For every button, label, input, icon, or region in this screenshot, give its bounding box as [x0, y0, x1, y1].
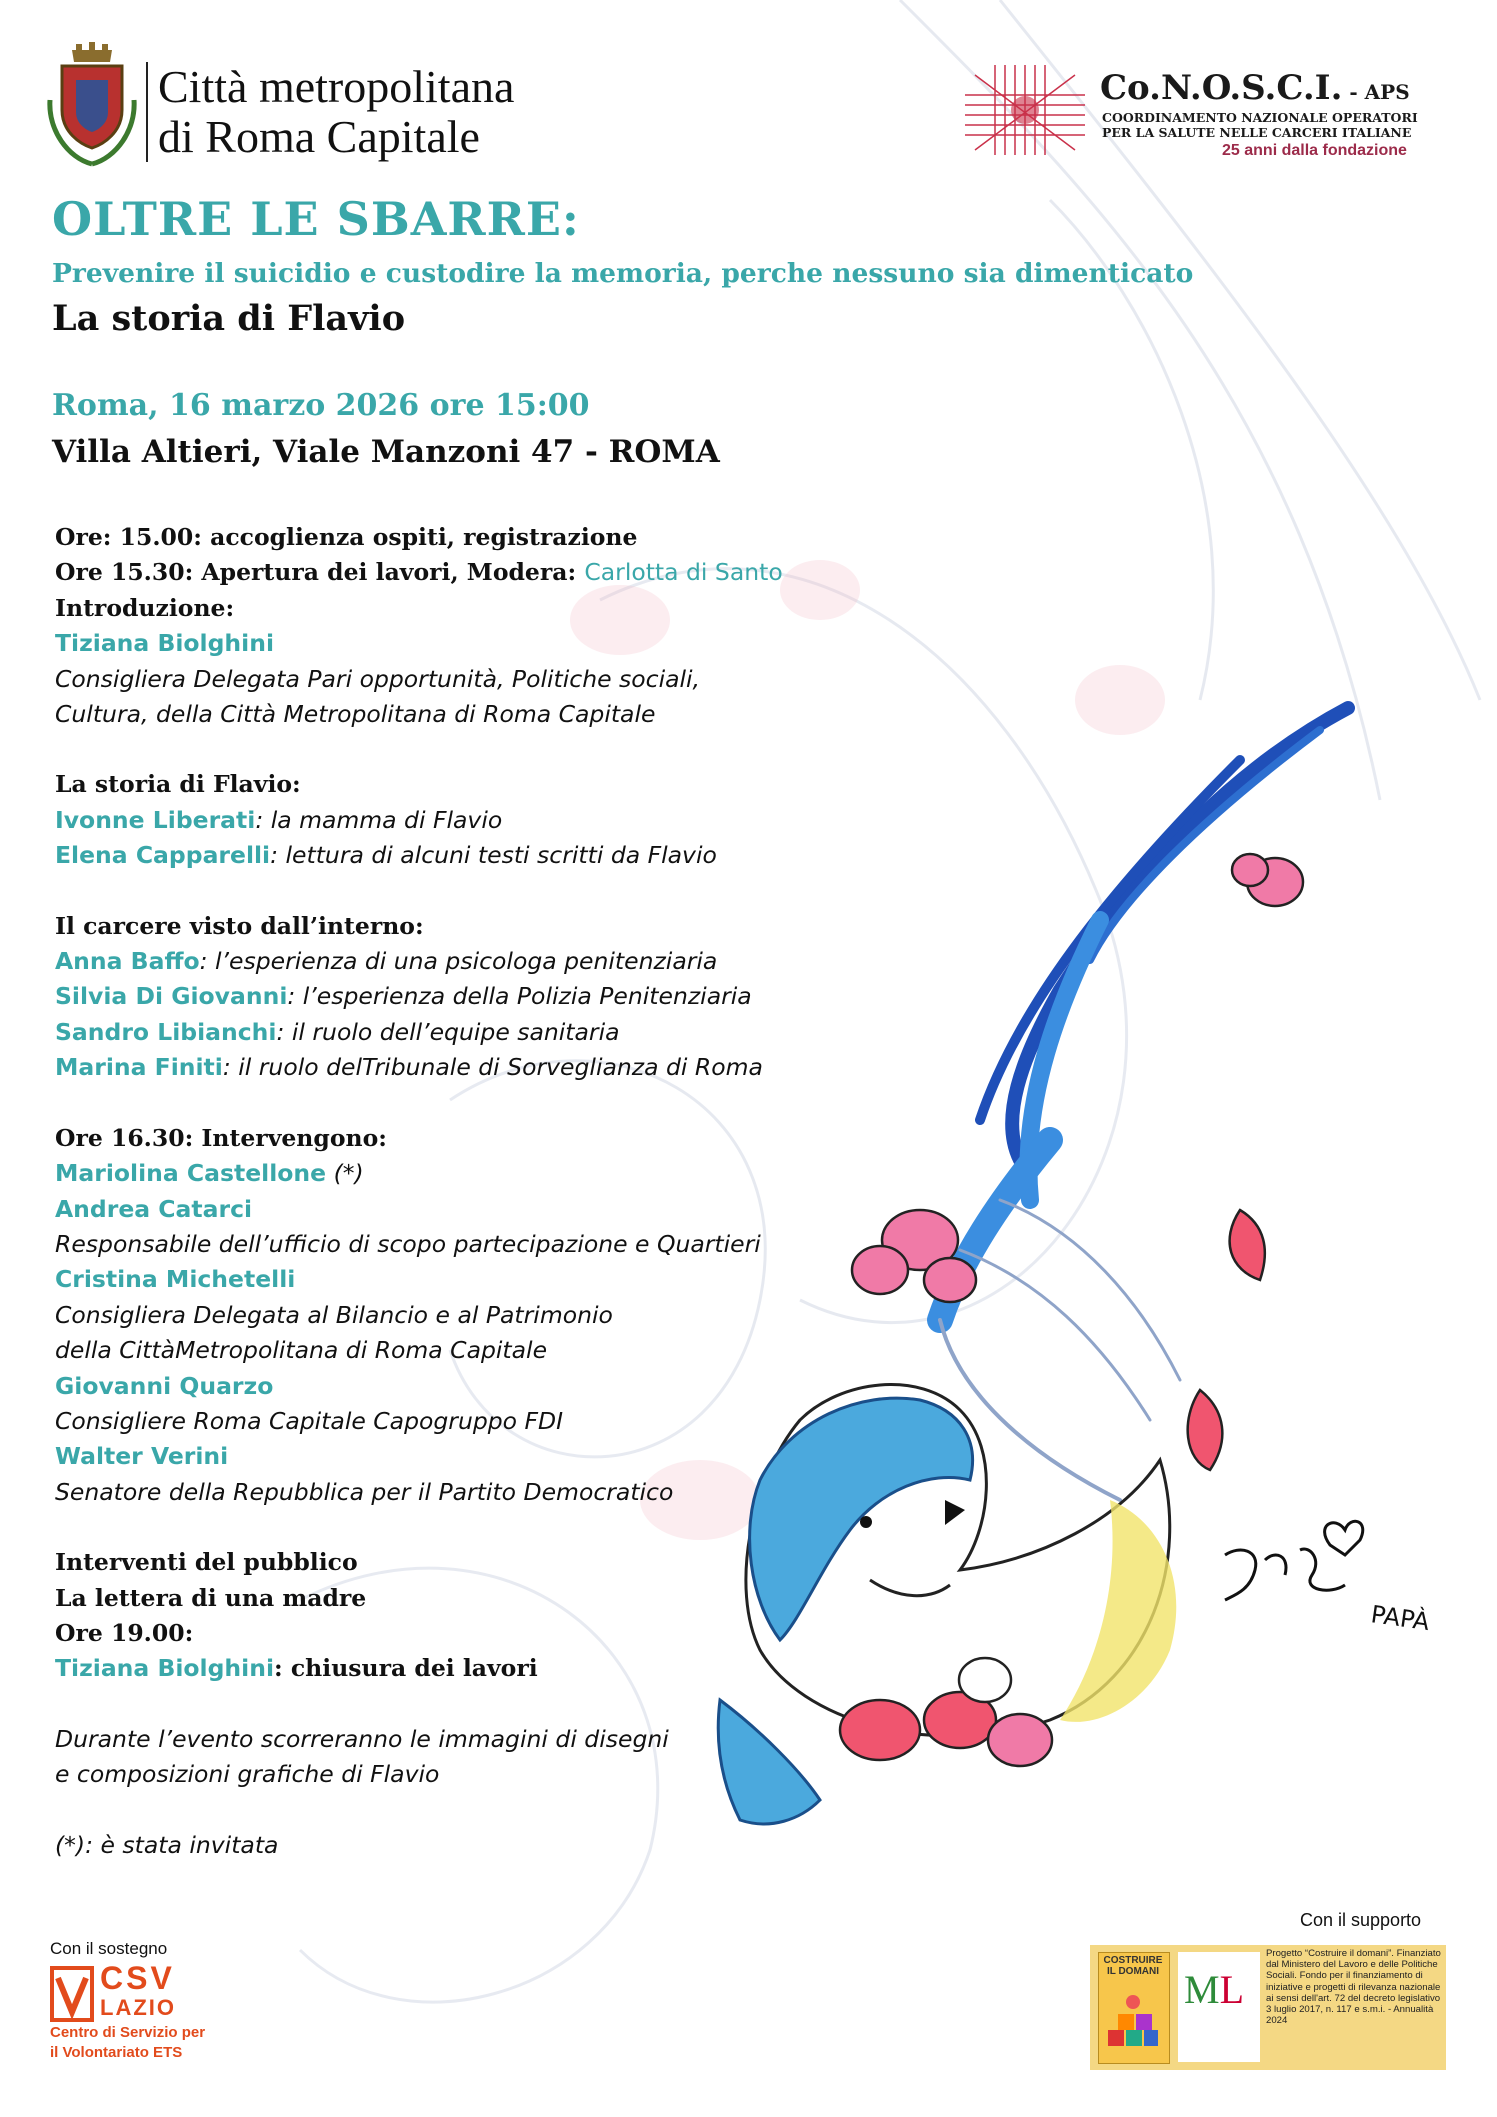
speaker-name: Giovanni Quarzo	[55, 1371, 274, 1400]
program-line	[55, 979, 955, 1014]
speaker-name: Anna Baffo	[55, 947, 200, 976]
program-line	[55, 944, 955, 979]
speaker-name: Cristina Michetelli	[55, 1265, 296, 1294]
program-line: Ore: 15.00: accoglienza ospiti, registrazione	[55, 523, 638, 551]
sostegno-label: Con il sostegno	[50, 1939, 168, 1958]
csv-subtitle-line1: Centro di Servizio per	[50, 2024, 206, 2041]
conosci-suffix: - APS	[1342, 80, 1410, 104]
speaker-role: : il ruolo dell’equipe sanitaria	[276, 1017, 620, 1046]
city-name-line2: di Roma Capitale	[158, 111, 480, 162]
program-line	[55, 838, 955, 873]
speaker-name: Sandro Libianchi	[55, 1017, 277, 1046]
program-time: Ore 15.30: Apertura dei lavori, Modera:	[55, 558, 585, 587]
city-name-line1: Città metropolitana	[158, 61, 515, 112]
speaker-name: Marina Finiti	[55, 1053, 223, 1082]
story-title: La storia di Flavio	[52, 298, 406, 339]
program-line	[55, 555, 955, 590]
conosci-sub-line2: PER LA SALUTE NELLE CARCERI ITALIANE	[1102, 125, 1412, 140]
roma-emblem-icon	[42, 40, 142, 168]
program-line	[55, 1015, 955, 1050]
speaker-name: Elena Capparelli	[55, 841, 271, 870]
conosci-anniversary: 25 anni dalla fondazione	[1222, 142, 1407, 159]
speaker-note: (*)	[326, 1159, 364, 1188]
speaker-role: Senatore della Repubblica per il Partito Democratico	[55, 1477, 674, 1506]
signature-text: PAPÀ	[1369, 1600, 1432, 1637]
subtitle: Prevenire il suicidio e custodire la memoria, perche nessuno sia dimenticato	[52, 258, 1194, 289]
section-heading: La storia di Flavio:	[55, 770, 301, 799]
event-note: Durante l’evento scorreranno le immagini di disegni	[55, 1724, 669, 1753]
program-time: Ore 19.00:	[55, 1618, 194, 1647]
speaker-role: Consigliere Roma Capitale Capogruppo FDI	[55, 1406, 564, 1435]
speaker-name: Andrea Catarci	[55, 1194, 253, 1223]
section-heading: Ore 16.30: Intervengono:	[55, 1123, 387, 1152]
conosci-subtitle	[1102, 110, 1418, 140]
speaker-role: : lettura di alcuni testi scritti da Flavio	[270, 841, 717, 870]
conosci-logo-icon	[955, 55, 1095, 160]
program-line	[55, 1156, 955, 1191]
swallow-drawing	[940, 708, 1348, 1500]
csv-subtitle-line2: il Volontariato ETS	[50, 2044, 183, 2061]
city-name	[158, 62, 514, 162]
conosci-title	[1100, 68, 1410, 108]
csv-region: LAZIO	[100, 1995, 176, 2020]
speaker-role: : l’esperienza di una psicologa penitenziaria	[199, 947, 718, 976]
section-heading: Il carcere visto dall’interno:	[55, 911, 424, 940]
costruire-figures-icon	[1104, 1990, 1162, 2056]
program-line	[55, 1050, 955, 1085]
program-line	[55, 1651, 955, 1686]
speaker-name: Ivonne Liberati	[55, 805, 256, 834]
event-venue: Villa Altieri, Viale Manzoni 47 - ROMA	[52, 434, 720, 470]
event-date: Roma, 16 marzo 2026 ore 15:00	[52, 388, 590, 423]
costruire-domani-label: COSTRUIRE IL DOMANI	[1103, 1955, 1163, 1977]
speaker-role: : la mamma di Flavio	[255, 805, 503, 834]
section-heading: La lettera di una madre	[55, 1583, 367, 1612]
speaker-role: : il ruolo delTribunale di Sorveglianza di Roma	[222, 1053, 763, 1082]
conosci-sub-line1: COORDINAMENTO NAZIONALE OPERATORI	[1102, 110, 1418, 125]
event-note: e composizioni grafiche di Flavio	[55, 1760, 440, 1789]
ministry-logo-mark: ML	[1184, 1967, 1245, 2012]
speaker-name: Mariolina Castellone	[55, 1159, 327, 1188]
speaker-role: della CittàMetropolitana di Roma Capitale	[55, 1336, 548, 1365]
speaker-role: Cultura, della Città Metropolitana di Roma Capitale	[55, 700, 656, 729]
support-description: Progetto “Costruire il domani”. Finanziato dal Ministero del Lavoro e delle Politiche Sociali. Fondo per il finanziamento di iniziative e progetti di rilevanza nazionale ai sensi dell'art. 72 del decreto legislativo 3 luglio 2017, n. 117 e s.m.i. - Annualità 2024	[1266, 1948, 1441, 2027]
speaker-name: Carlotta di Santo	[584, 558, 783, 587]
program	[55, 520, 955, 1863]
speaker-role: Consigliera Delegata Pari opportunità, Politiche sociali,	[55, 664, 701, 693]
speaker-name: Silvia Di Giovanni	[55, 982, 288, 1011]
program-line	[55, 803, 955, 838]
speaker-role: : l’esperienza della Polizia Penitenziaria	[287, 982, 752, 1011]
csv-name: CSV	[100, 1960, 175, 1996]
speaker-role: Responsabile dell’ufficio di scopo partecipazione e Quartieri	[55, 1229, 761, 1258]
supporto-label: Con il supporto	[1300, 1910, 1422, 1930]
header-divider	[146, 62, 148, 162]
speaker-name: Tiziana Biolghini	[55, 629, 275, 658]
conosci-name: Co.N.O.S.C.I.	[1100, 68, 1343, 108]
section-heading: Interventi del pubblico	[55, 1548, 358, 1577]
speaker-name: Tiziana Biolghini	[55, 1654, 275, 1683]
section-heading: Introduzione:	[55, 593, 235, 622]
main-title: OLTRE LE SBARRE:	[52, 192, 580, 246]
csv-logo-icon	[50, 1966, 94, 2022]
speaker-role: Consigliera Delegata al Bilancio e al Patrimonio	[55, 1300, 613, 1329]
speaker-name: Walter Verini	[55, 1442, 229, 1471]
footnote: (*): è stata invitata	[55, 1830, 279, 1859]
program-item: : chiusura dei lavori	[274, 1654, 538, 1683]
